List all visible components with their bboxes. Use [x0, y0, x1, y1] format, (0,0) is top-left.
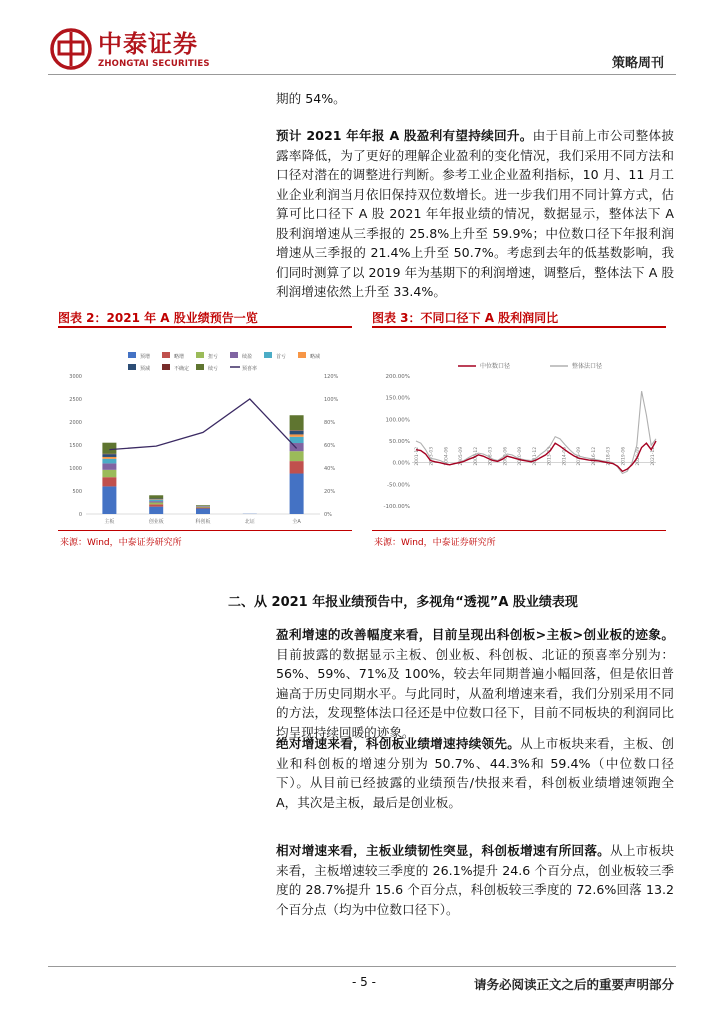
legend-swatch: [196, 364, 204, 370]
bar-segment: [149, 495, 163, 498]
paragraph-text: 从上市板块来看，主板、创业和科创板的增速分别为 50.7%、44.3%和 59.4%（中位数口径下）。从目前已经披露的业绩预告/快报来看，科创板业绩增速领跑全 A，其次是主板，最后是创业板。: [276, 736, 675, 810]
y2-tick-label: 40%: [324, 466, 336, 472]
legend-label: 中位数口径: [480, 363, 511, 370]
y2-tick-label: 100%: [324, 397, 339, 403]
figure-3-title-rule: [372, 326, 666, 328]
footer-disclaimer: 请务必阅读正文之后的重要声明部分: [473, 977, 674, 992]
section-heading: 二、从 2021 年报业绩预告中，多视角“透视”A 股业绩表现: [228, 595, 578, 610]
legend-swatch: [230, 352, 238, 358]
bar-segment: [290, 461, 304, 473]
legend-swatch: [196, 352, 204, 358]
figure-3-bottom-rule: [372, 530, 666, 531]
bar-segment: [102, 457, 116, 459]
brand-name-en: ZHONGTAI SECURITIES: [98, 59, 210, 69]
legend-label: 略增: [174, 354, 185, 360]
document-type: 策略周刊: [611, 56, 664, 71]
bar-segment: [290, 437, 304, 443]
bar-segment: [102, 477, 116, 486]
legend-label: 预增: [140, 354, 151, 360]
paragraph-lead: 相对增速来看，主板业绩韧性突显，科创板增速有所回落。: [276, 843, 611, 858]
zhongtai-logo-icon: [50, 28, 92, 70]
legend-label: 续亏: [208, 366, 219, 372]
figure-3-source: 来源：Wind，中泰证券研究所: [374, 538, 496, 548]
x-tick-label: 主板: [104, 519, 115, 525]
paragraph-text: 期的 54%。: [276, 91, 346, 106]
legend-label: 预喜率: [242, 366, 258, 372]
figure-2-chart: [58, 338, 352, 528]
paragraph-annual-forecast: [276, 126, 674, 302]
bar-segment: [196, 505, 210, 506]
x-tick-label: 2016-12: [592, 446, 597, 466]
y-tick-label: -50.00%: [387, 482, 410, 489]
legend-label: 不确定: [174, 366, 190, 372]
bar-segment: [149, 507, 163, 514]
legend-label: 首亏: [276, 354, 287, 360]
legend-swatch: [128, 364, 136, 370]
x-tick-label: 2013-03: [547, 446, 553, 466]
y-tick-label: 500: [72, 489, 82, 495]
bar-segment: [102, 459, 116, 464]
paragraph-absolute-growth: [276, 734, 674, 812]
x-tick-label: 2004-06: [444, 446, 450, 466]
x-tick-label: 2006-12: [474, 446, 479, 466]
y2-tick-label: 20%: [324, 489, 336, 495]
paragraph-lead: 盈利增速的改善幅度来看，目前呈现出科创板>主板>创业板的迹象。: [276, 627, 674, 642]
page-number: - 5 -: [352, 975, 376, 989]
page-header: [0, 0, 724, 80]
bar-segment: [196, 508, 210, 509]
paragraph-text: 目前披露的数据显示主板、创业板、科创板、北证的预喜率分别为：56%、59%、71%及 100%，较去年同期普遍小幅回落，但是依旧普遍高于历史同期水平。与此同时，从盈利增速来看，我们分别采用不同的方法，发现整体法口径还是中位数口径下，目前不同板块的利润同比均呈现持续回暖的迹象。: [276, 646, 674, 740]
bar-segment: [102, 463, 116, 469]
y2-tick-label: 80%: [324, 420, 336, 426]
bar-segment: [149, 503, 163, 505]
bar-segment: [290, 415, 304, 430]
y-tick-label: 0: [78, 512, 82, 518]
legend-swatch: [298, 352, 306, 358]
bar-segment: [102, 486, 116, 514]
x-tick-label: 2009-06: [503, 446, 509, 466]
x-tick-label: 2005-09: [459, 446, 465, 466]
bar-segment: [149, 499, 163, 500]
paragraph-lead: 预计 2021 年年报 A 股盈利有望持续回升。: [276, 128, 533, 143]
y2-tick-label: 120%: [324, 374, 339, 380]
y-tick-label: 100.00%: [385, 417, 410, 424]
x-tick-label: 全A: [292, 519, 301, 525]
bar-segment: [102, 443, 116, 454]
x-tick-label: 北证: [244, 519, 255, 525]
x-tick-label: 2010-09: [518, 446, 524, 466]
legend-swatch: [128, 352, 136, 358]
paragraph-lead: 绝对增速来看，科创板业绩增速持续领先。: [276, 736, 521, 751]
figure-3-chart: [372, 356, 666, 528]
x-tick-label: 2019-06: [621, 446, 627, 466]
figure-2-source: 来源：Wind，中泰证券研究所: [60, 538, 182, 548]
paragraph-continuation: [276, 89, 674, 109]
x-tick-label: 2011-12: [533, 446, 538, 466]
y-tick-label: 150.00%: [385, 395, 410, 402]
legend-swatch: [162, 352, 170, 358]
y2-tick-label: 0%: [324, 512, 332, 518]
y-tick-label: 1000: [69, 466, 82, 472]
bar-segment: [102, 454, 116, 457]
legend-label: 预减: [140, 366, 151, 372]
figure-2-title: 图表 2：2021 年 A 股业绩预告一览: [58, 311, 258, 325]
x-tick-label: 2001-12: [415, 446, 420, 466]
y2-tick-label: 60%: [324, 443, 336, 449]
brand-name-cn: 中泰证券: [98, 30, 198, 58]
bar-segment: [290, 451, 304, 461]
bar-segment: [196, 507, 210, 508]
bar-segment: [196, 508, 210, 514]
x-tick-label: 2018-03: [606, 446, 612, 466]
bar-segment: [290, 430, 304, 431]
y-tick-label: 200.00%: [385, 374, 410, 380]
paragraph-relative-growth: [276, 841, 674, 919]
legend-label: 略减: [310, 354, 321, 360]
footer-divider: [48, 966, 676, 967]
y-tick-label: 50.00%: [389, 439, 410, 445]
legend-label: 扭亏: [208, 354, 219, 360]
paragraph-text: 从上市板块来看，主板增速较三季度的 26.1%提升 24.6 个百分点，创业板较三季度的 28.7%提升 15.6 个百分点，科创板较三季度的 72.6%回落 13.2 个百分点（均为中位数口径下）。: [276, 843, 675, 917]
legend-swatch: [162, 364, 170, 370]
x-tick-label: 2014-06: [562, 446, 568, 466]
legend-label: 整体法口径: [572, 363, 603, 370]
y-tick-label: 0.00%: [392, 460, 410, 467]
bar-segment: [290, 474, 304, 514]
paragraph-text: 由于目前上市公司整体披露率降低，为了更好的理解企业盈利的变化情况，我们采用不同方法和口径对潜在的调整进行判断。参考工业企业盈利指标，10 月、11 月工业企业利润当月依旧保持双位数增长。进一步我们用不同计算方式，估算可比口径下 A 股 2021 年年报业绩的情况，数据显示，整体法下 A 股利润增速从三季报的 25.8%上升至 59.9%；中位数口径下年报利润增速从三季报的 21.4%上升至 50.7%。考虑到去年的低基数影响，我们同时测算了以 2019 年为基期下的利润增速，调整后，整体法下 A 股利润增速依然上升至 33.4%。: [276, 128, 675, 299]
figure-2-title-rule: [58, 326, 352, 328]
paragraph-improvement: [276, 625, 674, 742]
bar-segment: [290, 431, 304, 435]
y-tick-label: 2500: [69, 397, 82, 403]
legend-label: 续盈: [242, 354, 253, 360]
x-tick-label: 2008-03: [488, 446, 494, 466]
x-tick-label: 科创板: [195, 519, 211, 525]
legend-swatch: [264, 352, 272, 358]
x-tick-label: 创业板: [148, 519, 164, 525]
y-tick-label: 3000: [69, 374, 82, 380]
x-tick-label: 2003-03: [429, 446, 435, 466]
y-tick-label: -100.00%: [383, 504, 410, 510]
bar-segment: [102, 470, 116, 477]
header-divider: [48, 74, 676, 75]
line-series-preview-rate: [109, 399, 296, 450]
y-tick-label: 1500: [69, 443, 82, 449]
y-tick-label: 2000: [69, 420, 82, 426]
bar-segment: [149, 501, 163, 502]
bar-segment: [290, 443, 304, 451]
bar-segment: [149, 500, 163, 501]
x-tick-label: 2015-09: [577, 446, 583, 466]
bar-segment: [290, 434, 304, 436]
x-tick-label: 2020-09: [636, 446, 642, 466]
x-tick-label: 2021-12: [651, 446, 656, 466]
figure-2-bottom-rule: [58, 530, 352, 531]
figure-3-title: 图表 3：不同口径下 A 股利润同比: [372, 311, 559, 325]
bar-segment: [149, 504, 163, 506]
